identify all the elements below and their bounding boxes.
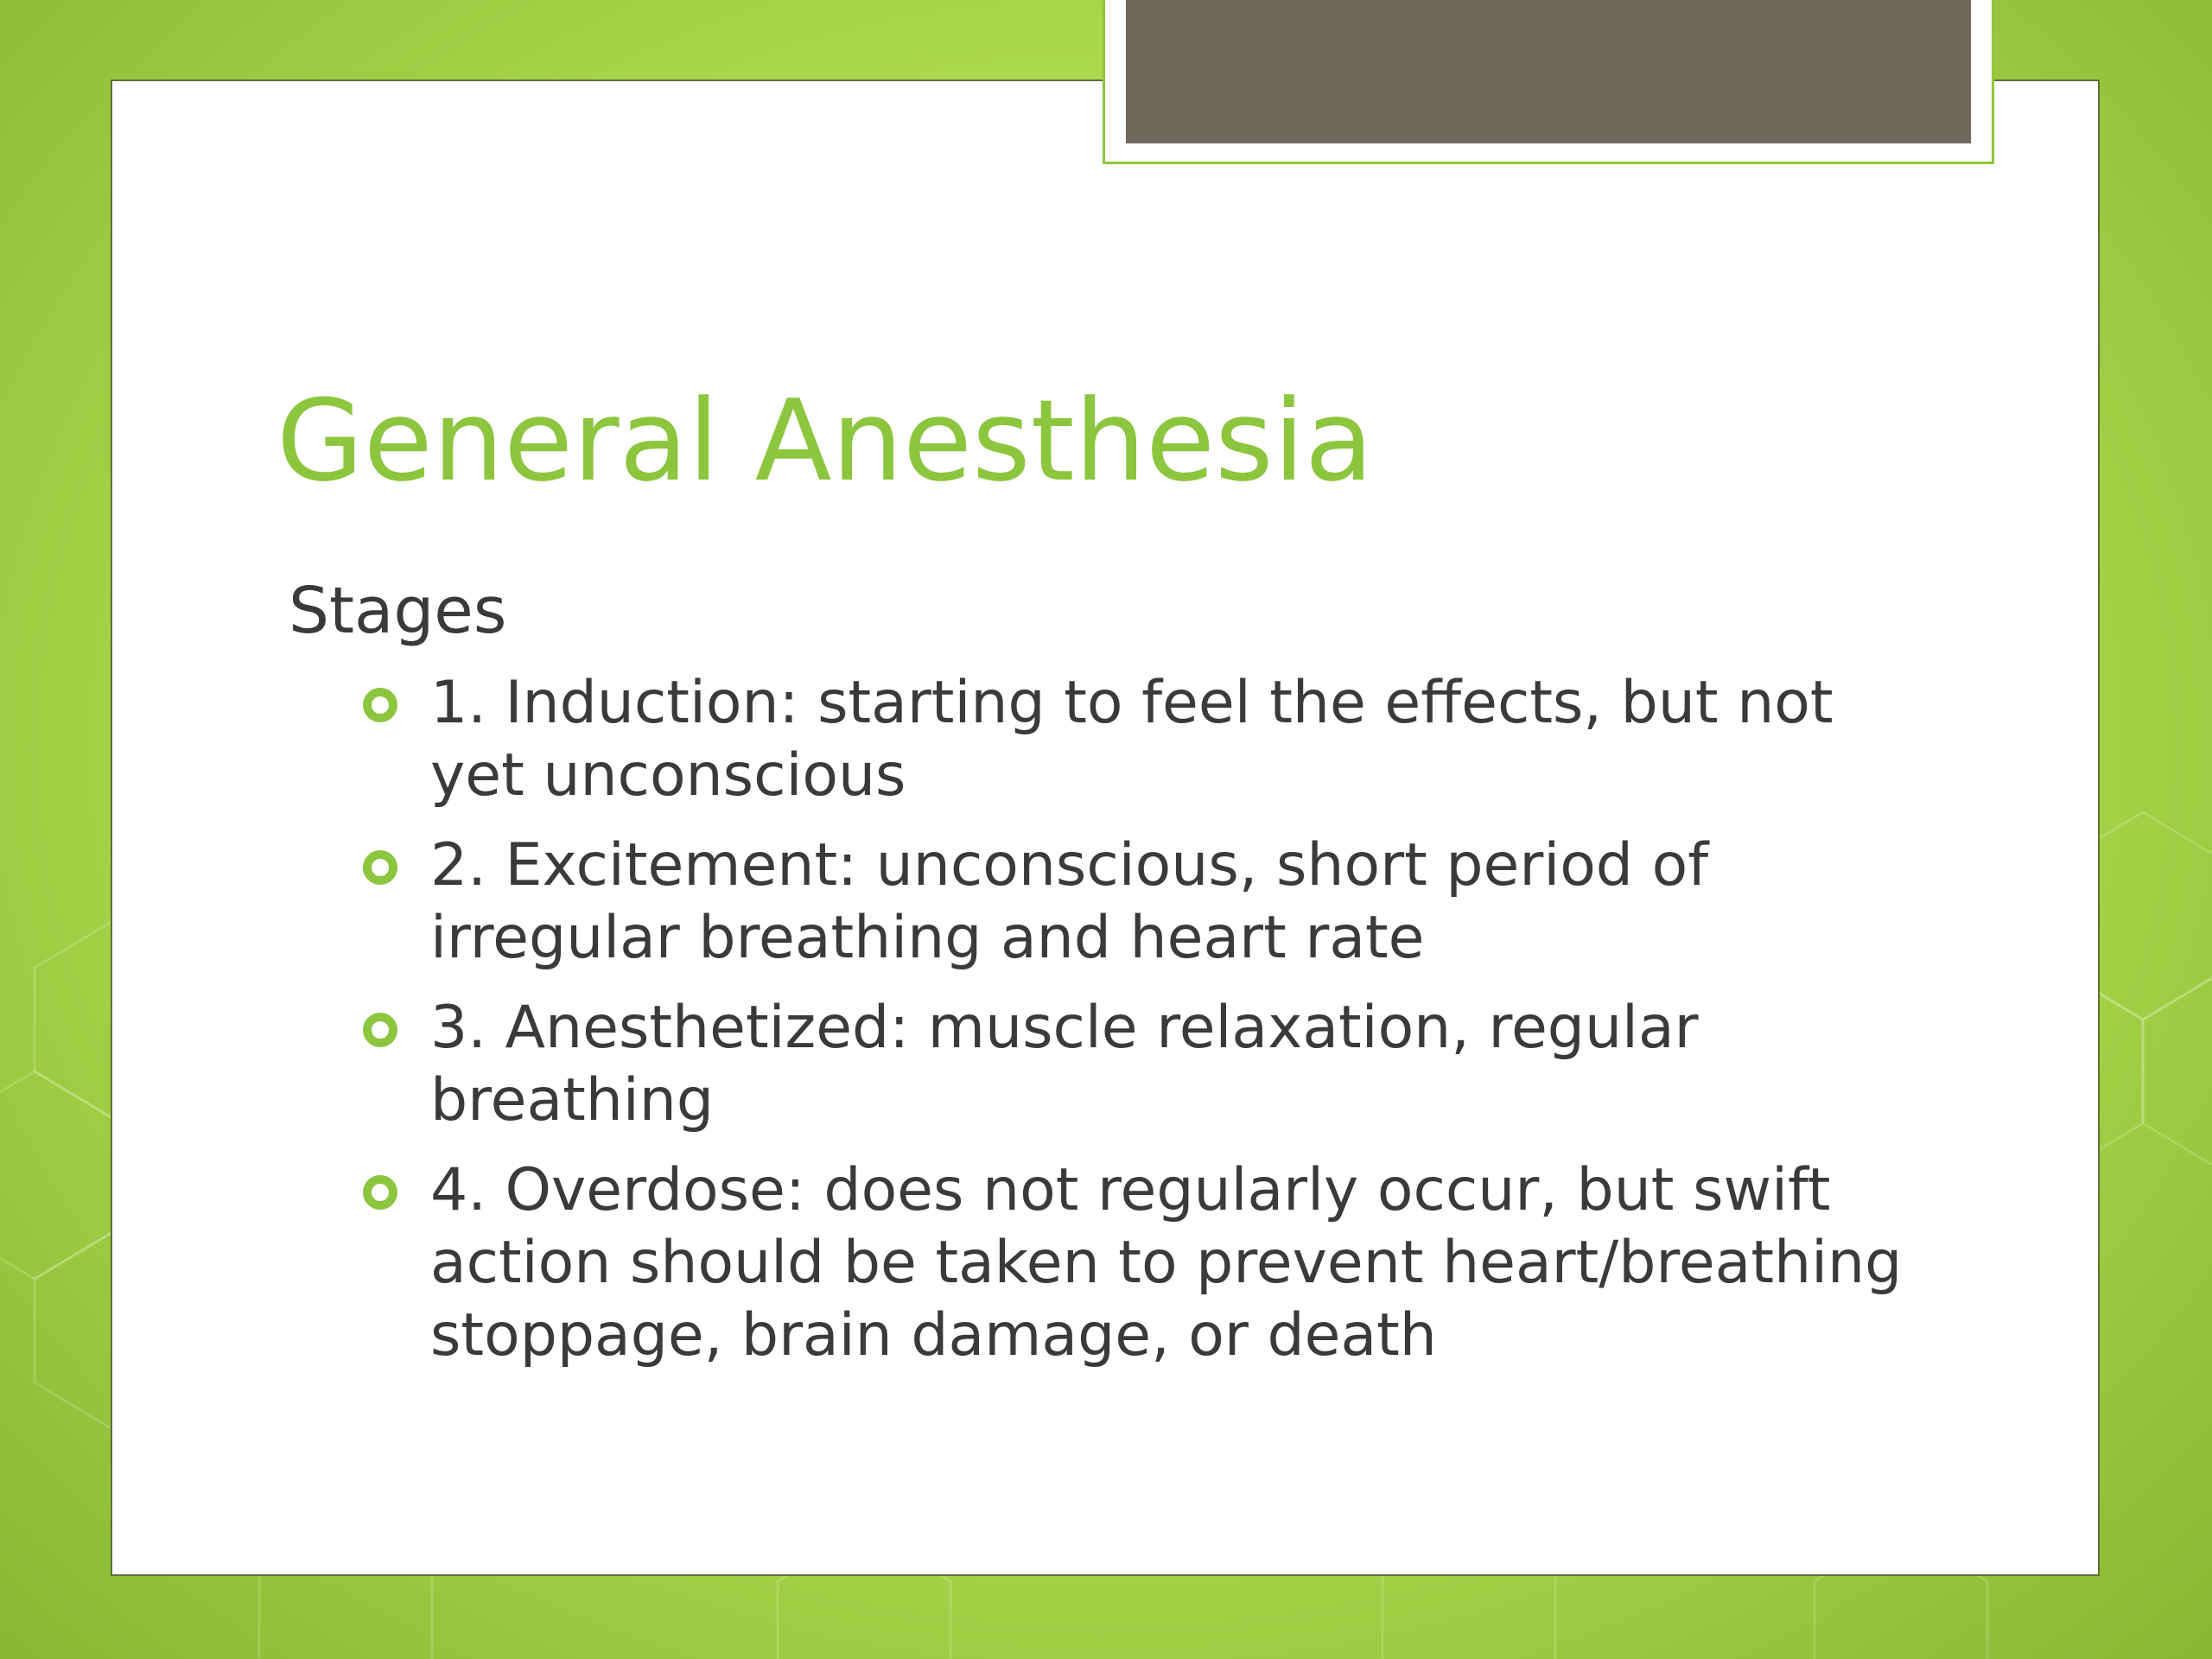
slide-title: General Anesthesia	[276, 375, 1374, 506]
list-item	[289, 992, 1930, 1137]
ring-bullet-icon	[363, 688, 397, 722]
stages-bullet-list	[289, 667, 1930, 1372]
ring-bullet-icon	[363, 1175, 397, 1210]
slide-body	[289, 563, 1930, 1389]
title-tab-fill	[1126, 0, 1971, 143]
list-item-text: 1. Induction: starting to feel the effects, but not yet unconscious	[430, 669, 1834, 810]
list-item-text: 3. Anesthetized: muscle relaxation, regular breathing	[430, 994, 1699, 1135]
list-item-text: 4. Overdose: does not regularly occur, but swift action should be taken to prevent heart/breathing stoppage, brain damage, or death	[430, 1156, 1903, 1370]
list-item-text: 2. Excitement: unconscious, short period of irregular breathing and heart rate	[430, 831, 1709, 972]
list-item	[289, 667, 1930, 812]
title-tab-decoration	[1103, 0, 1994, 164]
ring-bullet-icon	[363, 850, 397, 885]
subheading-stages: Stages	[289, 574, 507, 648]
ring-bullet-icon	[363, 1013, 397, 1047]
list-item	[289, 830, 1930, 975]
list-item	[289, 1154, 1930, 1372]
